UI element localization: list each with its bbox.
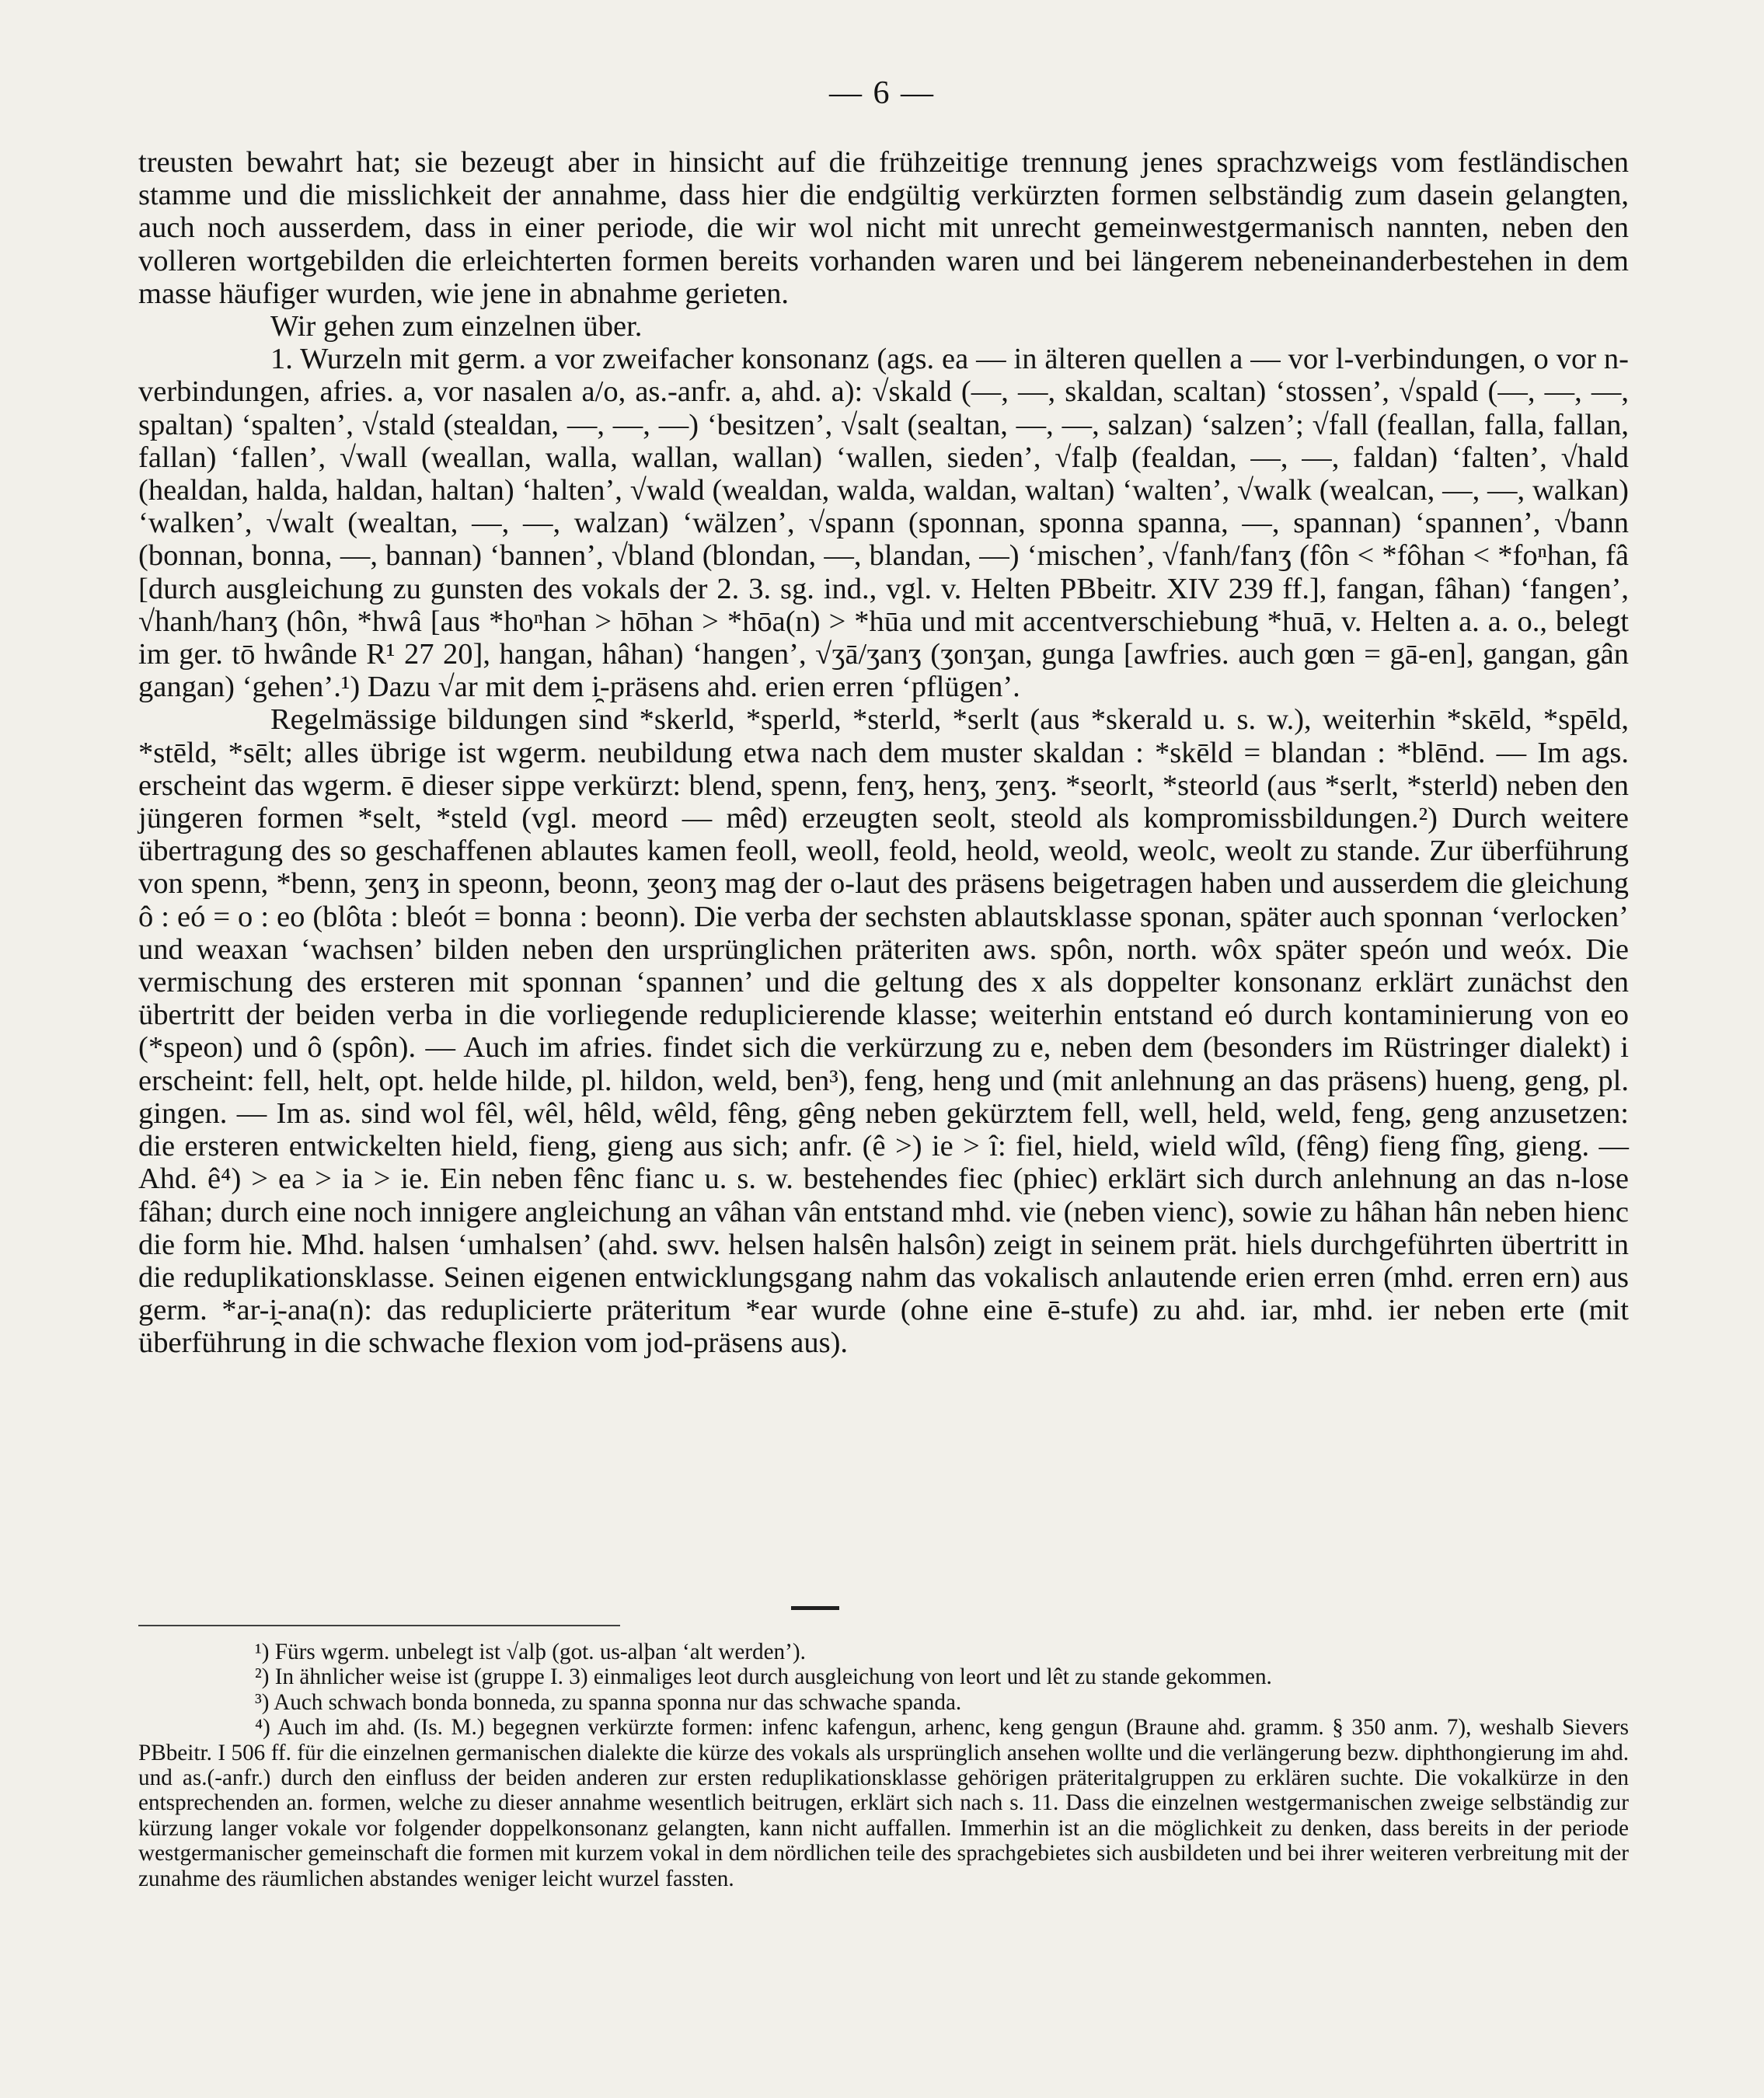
paragraph-transition: Wir gehen zum einzelnen über. (270, 310, 643, 343)
paragraph-section-1: 1. Wurzeln mit germ. a vor zweifacher konsonanz (ags. ea — in älteren quellen a — vor l-verbindungen, o vor n-verbindungen, afries. a, vor nasalen a/o, as.-anfr. a, ahd. a): √skald (—, —, skaldan, scaltan) ‘stossen’, √spald (—, —, —, spaltan) ‘spalten’, √stald (stealdan, —, —, —) ‘besitzen’, √salt (sealtan, —, —, salzan) ‘salzen’; √fall (feallan, falla, fallan, fallan) ‘fallen’, √wall (weallan, walla, wallan, wallan) ‘wallen, sieden’, √falþ (fealdan, —, —, faldan) ‘falten’, √hald (healdan, halda, haldan, haltan) ‘halten’, √wald (wealdan, walda, waldan, waltan) ‘walten’, √walk (wealcan, —, —, walkan) ‘walken’, √walt (wealtan, —, —, walzan) ‘wälzen’, √spann (sponnan, sponna spanna, —, spannan) ‘spannen’, √bann (bonnan, bonna, —, bannan) ‘bannen’, √bland (blondan, —, blandan, —) ‘mischen’, √fanh/fanʒ (fôn < *fôhan < *foⁿhan, fâ [durch ausgleichung zu gunsten des vokals der 2. 3. sg. ind., vgl. v. Helten PBbeitr. XIV 239 ff.], fangan, fâhan) ‘fangen’, √hanh/hanʒ (hôn, *hwâ [aus *hoⁿhan > hōhan > *hōa(n) > *hūa und mit accentverschiebung *huā, v. Helten a. a. o., belegt im ger. tō hwânde R¹ 27 20], hangan, hâhan) ‘hangen’, √ʒā/ʒanʒ (ʒonʒan, gunga [awfries. auch gœn = gā-en], gangan, gân gangan) ‘gehen’.¹) Dazu √ar mit dem i̯-präsens ahd. erien erren ‘pflügen’. (138, 343, 1629, 704)
paragraph-continuation: treusten bewahrt hat; sie bezeugt aber in hinsicht auf die frühzeitige trennung jenes sprachzweigs vom festländischen stamme und die misslichkeit der annahme, dass hier die endgültig verkürzten formen selbständig zum dasein gelangten, auch noch ausserdem, dass in einer periode, die wir wol nicht mit unrecht gemeinwestgermanisch nannten, neben den volleren wortgebilden die erleichterten formen bereits vorhanden waren und bei längerem nebeneinanderbestehen in dem masse häufiger wurden, wie jene in abnahme gerieten. (138, 146, 1629, 310)
main-text (138, 146, 1629, 1360)
footnotes (138, 1640, 1629, 1891)
footnote-rule (138, 1625, 620, 1626)
footnote-4: ⁴) Auch im ahd. (Is. M.) begegnen verkürzte formen: infenc kafengun, arhenc, keng gengun (Braune ahd. gramm. § 350 anm. 7), weshalb Sievers PBbeitr. I 506 ff. für die einzelnen germanischen dialekte die kürze des vokals als ursprünglich ansehen wollte und die verlängerung bezw. diphthongierung im ahd. und as.(-anfr.) durch den einfluss der beiden anderen zur ersten reduplikationsklasse gehörigen präteritalgruppen zu erklären suchte. Die vokalkürze in den entsprechenden an. formen, welche zu dieser annahme wesentlich beitrugen, erklärt sich nach s. 11. Dass die einzelnen westgermanischen zweige selbständig zur kürzung langer vokale vor folgender doppelkonsonanz gelangten, kann nicht auffallen. Immerhin ist an die möglichkeit zu denken, dass bereits in der periode westgermanischer gemeinschaft die formen mit kurzem vokal in dem nördlichen teile des sprachgebietes sich ausbildeten und bei ihrer weiteren verbreitung mit der zunahme des räumlichen abstandes weniger leicht wurzel fassten. (138, 1715, 1629, 1891)
footnote-2: ²) In ähnlicher weise ist (gruppe I. 3) einmaliges leot durch ausgleichung von leort und lêt zu stande gekommen. (255, 1664, 1272, 1690)
footnote-3: ³) Auch schwach bonda bonneda, zu spanna sponna nur das schwache spanda. (255, 1689, 962, 1715)
center-mark (791, 1606, 839, 1610)
paragraph-regular-forms: Regelmässige bildungen sind *skerld, *sperld, *sterld, *serlt (aus *skerald u. s. w.), weiterhin *skēld, *spēld, *stēld, *sēlt; alles übrige ist wgerm. neubildung etwa nach dem muster skaldan : *skēld = blandan : *blēnd. — Im ags. erscheint das wgerm. ē dieser sippe verkürzt: blend, spenn, fenʒ, henʒ, ʒenʒ. *seorlt, *steorld (aus *serlt, *sterld) neben den jüngeren formen *selt, *steld (vgl. meord — mêd) erzeugten seolt, steold als kompromissbildungen.²) Durch weitere übertragung des so geschaffenen ablautes kamen feoll, weoll, feold, heold, weold, weolc, weolt zu stande. Zur überführung von spenn, *benn, ʒenʒ in speonn, beonn, ʒeonʒ mag der o-laut des präsens beigetragen haben und ausserdem die gleichung ô : eó = o : eo (blôta : bleót = bonna : beonn). Die verba der sechsten ablautsklasse sponan, später auch sponnan ‘verlocken’ und weaxan ‘wachsen’ bilden neben den ursprünglichen präteriten aws. spôn, north. wôx später speón und weóx. Die vermischung des ersteren mit sponnan ‘spannen’ und die geltung des x als doppelter konsonanz erklärt zunächst den übertritt der beiden verba in die vorliegende reduplicierende klasse; weiterhin entstand eó durch kontaminierung von eo (*speon) und ô (spôn). — Auch im afries. findet sich die verkürzung zu e, neben dem (besonders im Rüstringer dialekt) i erscheint: fell, helt, opt. helde hilde, pl. hildon, weld, ben³), feng, heng und (mit anlehnung an das präsens) hueng, geng, pl. gingen. — Im as. sind wol fêl, wêl, hêld, wêld, fêng, gêng neben gekürztem fell, well, held, weld, feng, geng anzusetzen: die ersteren entwickelten hield, fieng, gieng aus sich; anfr. (ê >) ie > î: fiel, hield, wield wîld, (fêng) fieng fîng, gieng. — Ahd. ê⁴) > ea > ia > ie. Ein neben fênc fianc u. s. w. bestehendes fiec (phiec) erklärt sich durch anlehnung an das n-lose fâhan; durch eine noch innigere angleichung an vâhan vân entstand mhd. vie (neben vienc), sowie zu hâhan hân neben hienc die form hie. Mhd. halsen ‘umhalsen’ (ahd. swv. helsen halsên halsôn) zeigt in seinem prät. hiels durchgeführten übertritt in die reduplikationsklasse. Seinen eigenen entwicklungsgang nahm das vokalisch anlautende erien erren (mhd. erren ern) aus germ. *ar-i̯-ana(n): das reduplicierte präteritum *ear wurde (ohne eine ē-stufe) zu ahd. iar, mhd. ier neben erte (mit überführung in die schwache flexion vom jod-präsens aus). (138, 703, 1629, 1360)
page-number: — 6 — (829, 75, 935, 111)
footnote-1: ¹) Fürs wgerm. unbelegt ist √alþ (got. us-alþan ‘alt werden’). (255, 1640, 806, 1664)
